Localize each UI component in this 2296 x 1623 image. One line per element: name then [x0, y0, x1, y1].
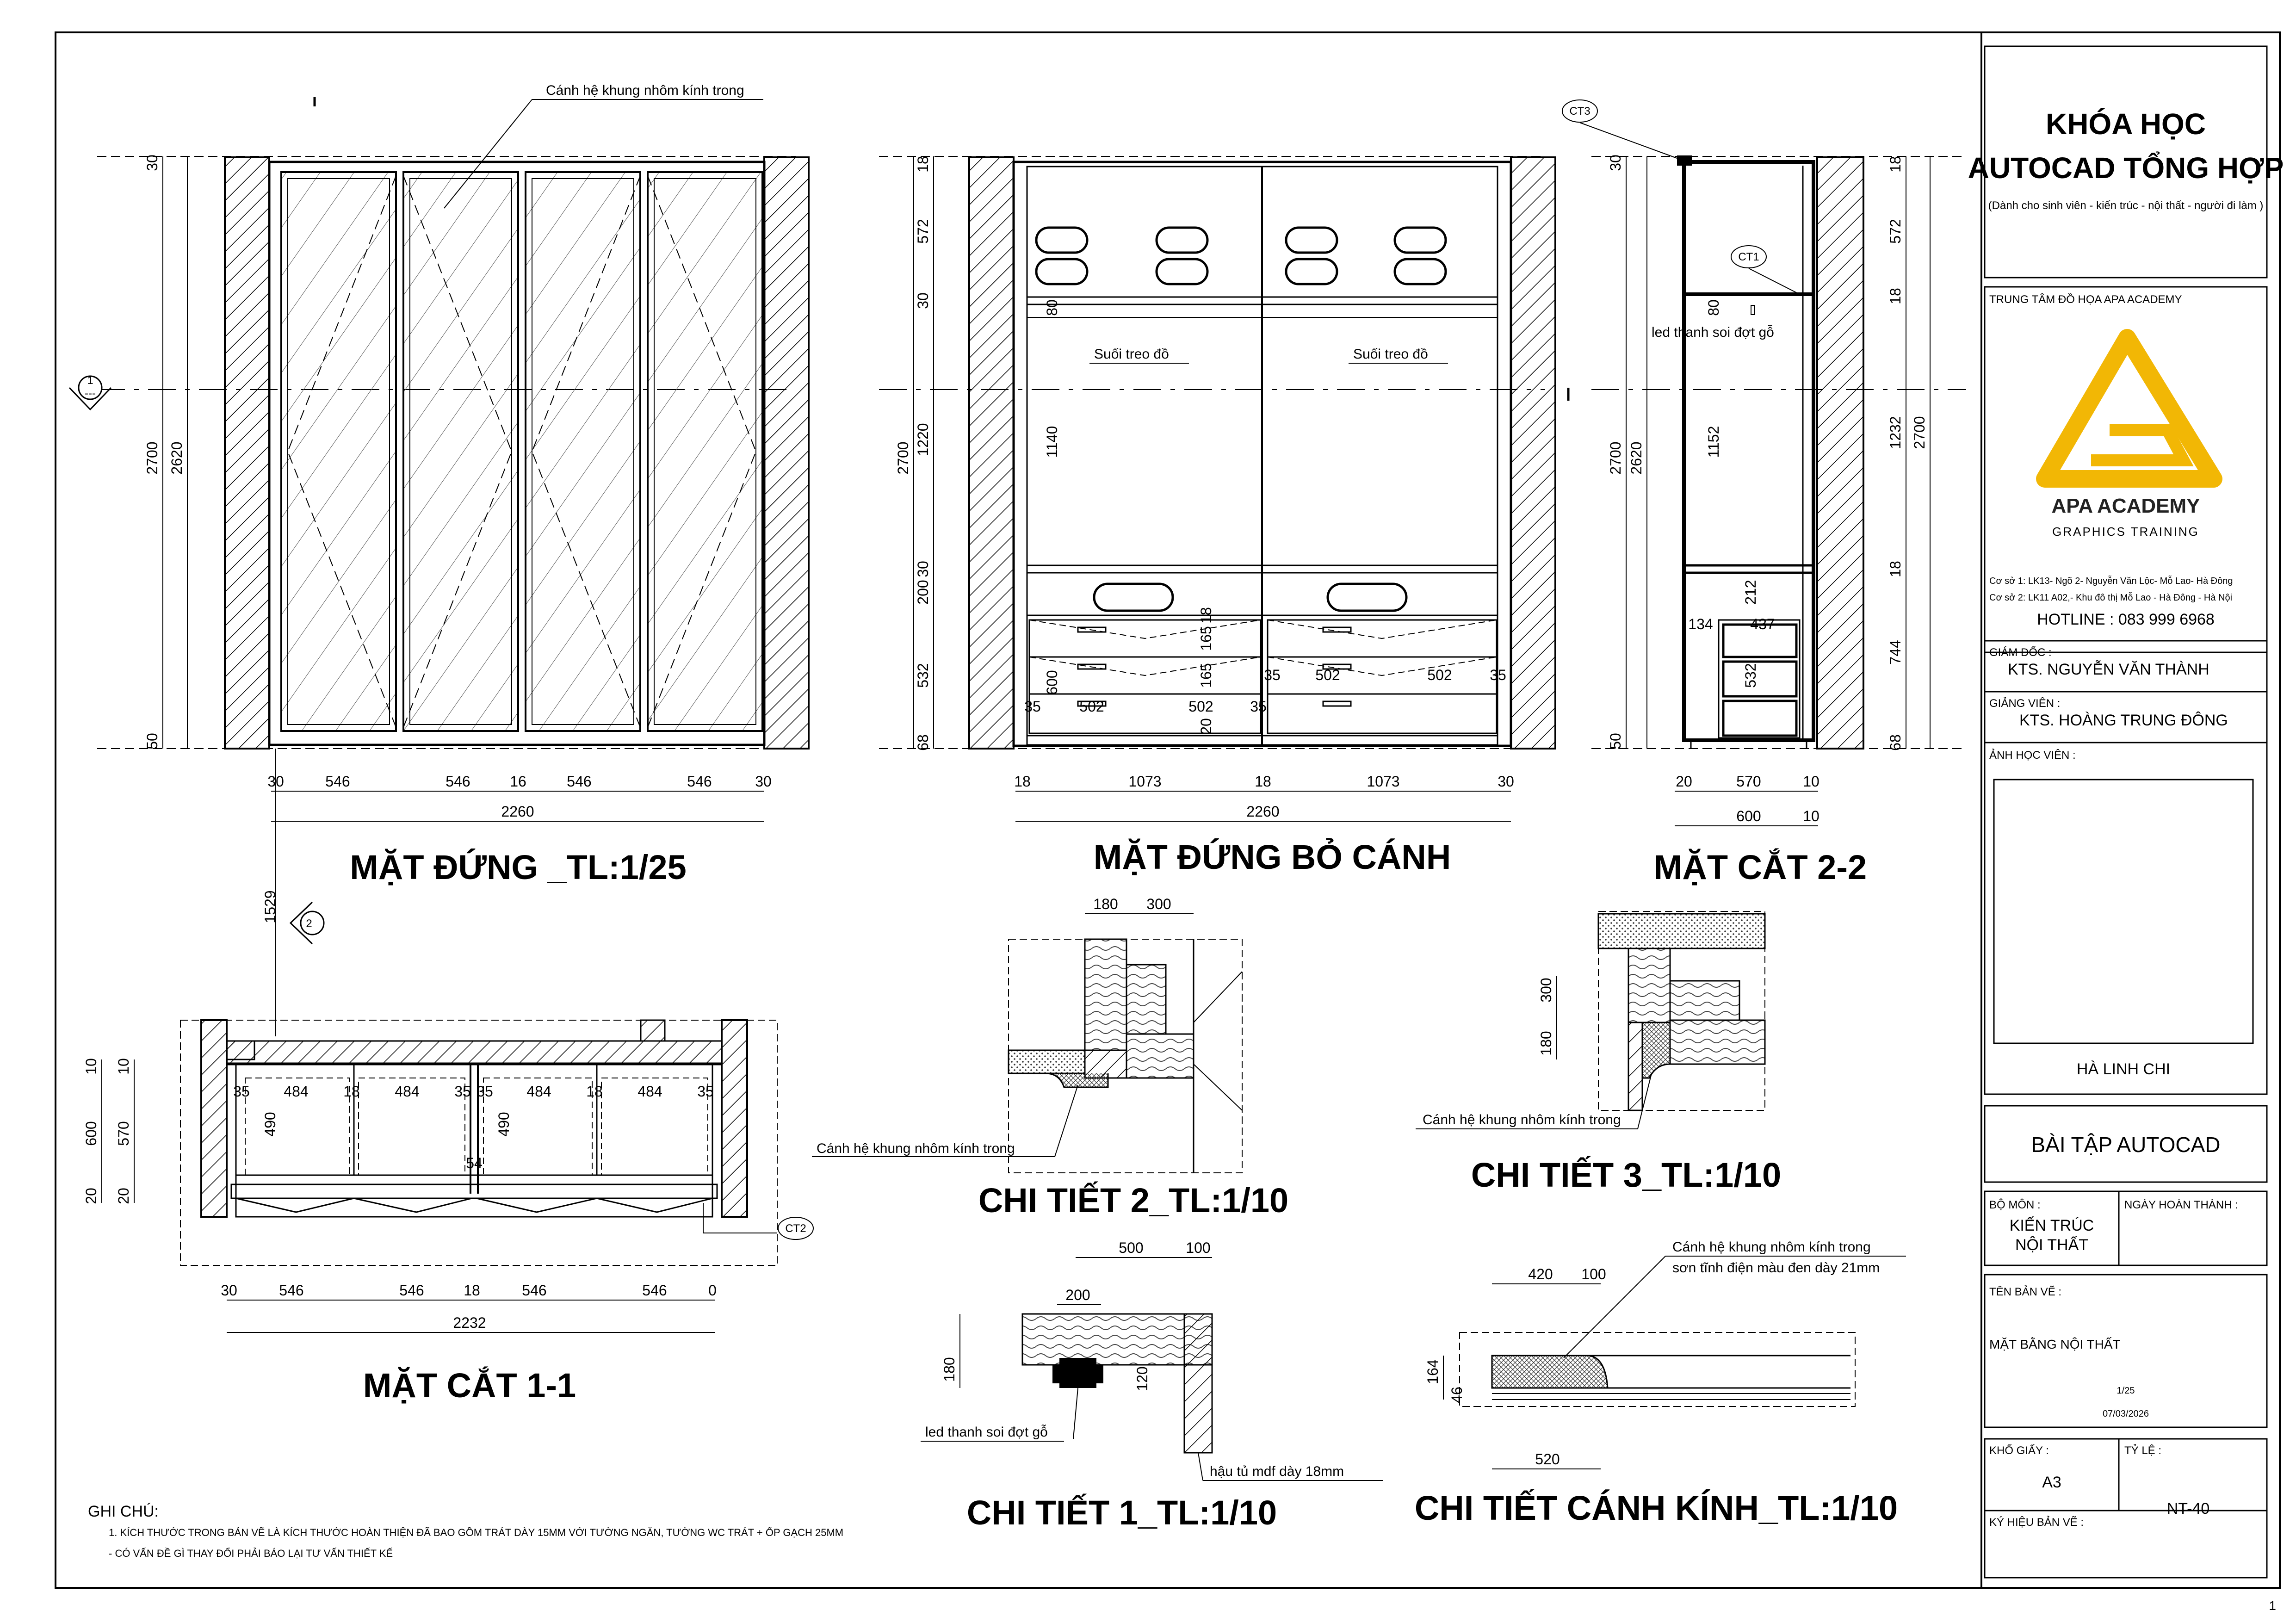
label-back-panel: hậu tủ mdf dày 18mm	[1210, 1464, 1344, 1479]
dim-s11-l21: 600	[83, 1121, 99, 1146]
dim-s22-b2: 10	[1803, 773, 1819, 790]
dim-e2-i6: 35	[1250, 698, 1267, 715]
subject-line1: KIẾN TRÚC	[2009, 1217, 2094, 1234]
dim-d1-2: 200	[1065, 1287, 1090, 1303]
dim-s22-b3: 10	[1803, 808, 1819, 824]
label-door-frame-d2: Cánh hệ khung nhôm kính trong	[817, 1141, 1015, 1156]
assignment-name: BÀI TẬP AUTOCAD	[2031, 1133, 2221, 1157]
dim-e1-30: 30	[144, 155, 161, 171]
dim-e2-i14: 35	[1490, 667, 1506, 683]
notes-heading: GHI CHÚ:	[88, 1503, 159, 1520]
dim-e1-total: 2260	[501, 803, 534, 820]
dim-s11-t0: 35	[233, 1083, 250, 1100]
dim-s22-r2: 18	[1887, 288, 1904, 304]
dim-e1-50: 50	[144, 733, 161, 750]
dim-e2-i5: 502	[1188, 698, 1213, 715]
detail-1	[921, 1239, 1383, 1532]
title-elevation-1: MẶT ĐỨNG _TL:1/25	[350, 848, 687, 886]
dim-s11-m0: 490	[262, 1112, 278, 1137]
course-line1: KHÓA HỌC	[2045, 107, 2206, 141]
dim-s22-r3: 1232	[1887, 416, 1904, 449]
section-1-dash: ---	[85, 387, 96, 400]
drawing-name: MẶT BẰNG NỘI THẤT	[1989, 1337, 2121, 1351]
dim-s11-b4: 546	[522, 1282, 547, 1299]
section-1-1	[83, 890, 813, 1405]
student-name: HÀ LINH CHI	[2076, 1060, 2171, 1078]
subject-label: BỘ MÔN :	[1989, 1199, 2041, 1211]
dim-s22-2700-l: 2700	[1607, 441, 1624, 475]
elevation-1	[69, 83, 809, 1036]
dim-e2-b1: 1073	[1128, 773, 1162, 790]
dim-s11-m1: 490	[495, 1112, 512, 1137]
subject-line2: NỘI THẤT	[2015, 1236, 2089, 1254]
dim-e1-2620: 2620	[168, 441, 185, 475]
dim-e2-l3: 1220	[915, 423, 931, 456]
dim-s22-50: 50	[1607, 733, 1624, 750]
dim-e2-l7: 68	[915, 734, 931, 751]
dim-e1-b0: 30	[267, 773, 284, 790]
label-paint: sơn tĩnh điện màu đen dày 21mm	[1672, 1260, 1880, 1276]
dim-e2-i9: 18	[1198, 607, 1214, 624]
notes	[88, 1503, 843, 1559]
label-led-s22: led thanh soi đợt gỗ	[1652, 325, 1774, 340]
course-line2: AUTOCAD TỔNG HỢP	[1968, 151, 2284, 185]
dim-e1-b3: 16	[510, 773, 526, 790]
note-1: 1. KÍCH THƯỚC TRONG BẢN VẼ LÀ KÍCH THƯỚC HOÀN THIỆN ĐÃ BAO GỒM TRÁT DÀY 15MM VỚI TƯỜNG NGĂN, TƯỜNG WC TRÁT + ỐP GẠCH 25MM	[109, 1527, 844, 1538]
scale-label: TỶ LỆ :	[2124, 1444, 2162, 1457]
dim-s22-r6: 68	[1887, 734, 1904, 751]
drawing-date: 07/03/2026	[2102, 1409, 2149, 1419]
label-door-frame-d3: Cánh hệ khung nhôm kính trong	[1423, 1112, 1621, 1127]
dim-e2-i0: 80	[1044, 299, 1060, 316]
label-door-frame-e1: Cánh hệ khung nhôm kính trong	[546, 83, 744, 98]
dim-s22-i5: 532	[1742, 663, 1759, 688]
teacher-label: GIẢNG VIÊN :	[1989, 697, 2061, 710]
dim-s11-t2: 18	[343, 1083, 360, 1100]
dim-s11-l0: 10	[115, 1058, 132, 1075]
dim-e2-i2: 600	[1044, 670, 1060, 695]
title-elevation-2: MẶT ĐỨNG BỎ CÁNH	[1093, 838, 1451, 876]
dim-d2-1: 300	[1146, 896, 1171, 912]
dim-s11-l1: 570	[115, 1121, 132, 1146]
dim-s11-l2: 20	[115, 1188, 132, 1204]
dim-s22-i2: 212	[1742, 580, 1759, 605]
detail-3	[1416, 911, 1781, 1194]
dim-d1-4: 120	[1134, 1366, 1151, 1391]
dim-s11-t4: 35	[454, 1083, 471, 1100]
ct2-label: CT2	[785, 1222, 806, 1235]
dim-e2-i13: 502	[1427, 667, 1452, 683]
dim-s22-i3: 134	[1688, 616, 1713, 632]
dim-s11-t9: 35	[697, 1083, 714, 1100]
dim-e1-b6: 30	[755, 773, 772, 790]
dim-e1-2700: 2700	[144, 441, 161, 475]
dim-s22-r0: 18	[1887, 156, 1904, 173]
scale-small: 1/25	[2117, 1386, 2135, 1396]
dim-s11-t1: 484	[284, 1083, 309, 1100]
title-detail-3: CHI TIẾT 3_TL:1/10	[1471, 1156, 1782, 1194]
dim-s22-b1: 570	[1736, 773, 1761, 790]
dim-e2-i8: 165	[1198, 663, 1214, 688]
dim-e2-i1: 1140	[1044, 426, 1060, 458]
dim-e1-b1: 546	[325, 773, 350, 790]
dim-e2-l4: 30	[915, 561, 931, 577]
dim-d1-0: 500	[1119, 1239, 1144, 1256]
dim-d1-1: 100	[1186, 1239, 1211, 1256]
dim-s22-2620: 2620	[1628, 441, 1645, 475]
dim-e2-l5: 200	[915, 580, 931, 605]
dim-s22-b0: 20	[1676, 773, 1692, 790]
dim-e2-b2: 18	[1255, 773, 1271, 790]
dim-s22-2700-r: 2700	[1911, 416, 1928, 449]
dim-e1-b2: 546	[446, 773, 470, 790]
dim-dg-1: 100	[1581, 1266, 1606, 1282]
dim-s22-30: 30	[1607, 155, 1624, 171]
student-photo-frame	[1994, 780, 2253, 1043]
dim-e2-i7: 165	[1198, 626, 1214, 651]
dim-e2-i3: 35	[1024, 698, 1041, 715]
course-sub: (Dành cho sinh viên - kiến trúc - nội thất - người đi làm )	[1988, 199, 2264, 212]
teacher-name: KTS. HOÀNG TRUNG ĐÔNG	[2019, 712, 2228, 729]
title-section-1-1: MẶT CẮT 1-1	[363, 1366, 576, 1405]
dim-dg-0: 420	[1528, 1266, 1553, 1282]
title-section-2-2: MẶT CẮT 2-2	[1653, 848, 1867, 886]
dim-s11-l22: 20	[83, 1188, 99, 1204]
dim-dg-4: 520	[1535, 1451, 1560, 1468]
dim-s22-i1: 1152	[1705, 426, 1722, 458]
dim-s11-t3: 484	[395, 1083, 420, 1100]
title-detail-1: CHI TIẾT 1_TL:1/10	[966, 1493, 1277, 1532]
dim-s11-b1: 546	[279, 1282, 304, 1299]
dim-e2-i4: 502	[1079, 698, 1104, 715]
dim-s11-t7: 18	[586, 1083, 603, 1100]
detail-glass-door	[1415, 1239, 1906, 1527]
dim-s11-l20: 10	[83, 1058, 99, 1075]
director-label: GIÁM ĐỐC :	[1989, 646, 2052, 659]
detail-2	[812, 896, 1288, 1220]
dim-s22-r4: 18	[1887, 561, 1904, 577]
label-hanger-left: Suối treo đồ	[1094, 347, 1169, 362]
dim-e1-b4: 546	[567, 773, 592, 790]
ct1-label: CT1	[1738, 251, 1759, 263]
dim-e2-2700: 2700	[895, 441, 911, 475]
dim-e2-b3: 1073	[1367, 773, 1400, 790]
dim-s11-t6: 484	[526, 1083, 551, 1100]
ct3-label: CT3	[1569, 105, 1590, 118]
drawing-name-label: TÊN BẢN VẼ :	[1989, 1286, 2062, 1298]
dim-e2-l0: 18	[915, 156, 931, 173]
address-1: Cơ sở 1: LK13- Ngõ 2- Nguyễn Văn Lộc- Mỗ Lao- Hà Đông	[1989, 576, 2233, 586]
section-1-number: 1	[87, 374, 93, 387]
dim-e2-total: 2260	[1246, 803, 1280, 820]
date-label: NGÀY HOÀN THÀNH :	[2124, 1199, 2238, 1211]
dim-e2-b4: 30	[1498, 773, 1514, 790]
dim-e2-b0: 18	[1014, 773, 1031, 790]
dim-dg-3: 46	[1448, 1387, 1465, 1403]
dim-e1-b5: 546	[687, 773, 712, 790]
dim-e2-l6: 532	[915, 663, 931, 688]
address-2: Cơ sở 2: LK11 A02,- Khu đô thị Mỗ Lao - Hà Đông - Hà Nội	[1989, 593, 2233, 603]
apa-logo-mark	[2091, 430, 2184, 460]
dim-e2-i11: 35	[1264, 667, 1281, 683]
dim-e2-l1: 572	[915, 219, 931, 244]
note-2: - CÓ VẤN ĐỀ GÌ THAY ĐỔI PHẢI BÁO LẠI TƯ VẤN THIẾT KẾ	[109, 1548, 393, 1559]
label-hanger-right: Suối treo đồ	[1353, 347, 1428, 362]
drawing-code: NT-40	[2166, 1500, 2210, 1518]
dim-s11-vert: 1529	[262, 890, 278, 923]
dim-d3-1: 180	[1538, 1031, 1554, 1056]
label-led-d1: led thanh soi đợt gỗ	[925, 1425, 1048, 1440]
dim-s11-b6: 0	[708, 1282, 717, 1299]
paper-label: KHỔ GIẤY :	[1989, 1444, 2049, 1457]
page-number: 1	[2269, 1598, 2276, 1613]
dim-s22-total: 600	[1736, 808, 1761, 824]
center-name: TRUNG TÂM ĐỒ HỌA APA ACADEMY	[1989, 293, 2182, 306]
dim-s11-total: 2232	[453, 1314, 486, 1331]
director-name: KTS. NGUYỄN VĂN THÀNH	[2008, 661, 2209, 678]
label-door-frame-dg: Cánh hệ khung nhôm kính trong	[1672, 1239, 1871, 1255]
dim-s11-t5: 35	[477, 1083, 493, 1100]
dim-s11-b5: 546	[642, 1282, 667, 1299]
brand-sub: GRAPHICS TRAINING	[2052, 525, 2199, 539]
dim-s22-i0: 80	[1705, 299, 1722, 316]
paper-size: A3	[2042, 1474, 2061, 1491]
dim-s22-r5: 744	[1887, 640, 1904, 665]
dim-dg-2: 164	[1424, 1359, 1441, 1384]
dim-s11-b3: 18	[464, 1282, 480, 1299]
dim-s22-r1: 572	[1887, 219, 1904, 244]
section-2-2	[1562, 100, 1966, 886]
dim-d3-0: 300	[1538, 978, 1554, 1003]
dim-d1-3: 180	[941, 1357, 958, 1382]
dim-e2-i12: 502	[1315, 667, 1340, 683]
symbol-label: KÝ HIỆU BẢN VẼ :	[1989, 1516, 2084, 1529]
dim-d2-0: 180	[1093, 896, 1118, 912]
dim-e2-i10: 20	[1198, 718, 1214, 735]
title-block	[1968, 46, 2284, 1613]
title-detail-2: CHI TIẾT 2_TL:1/10	[978, 1181, 1289, 1220]
section-2-number: 2	[306, 917, 312, 930]
dim-s11-b0: 30	[221, 1282, 237, 1299]
dim-s22-i4: 437	[1750, 616, 1775, 632]
elevation-2	[879, 156, 1568, 876]
dim-s11-b2: 546	[399, 1282, 424, 1299]
student-label: ẢNH HỌC VIÊN :	[1989, 749, 2076, 762]
title-detail-glass: CHI TIẾT CÁNH KÍNH_TL:1/10	[1414, 1489, 1898, 1527]
hotline: HOTLINE : 083 999 6968	[2037, 611, 2215, 628]
dim-s11-m2: 54	[466, 1155, 483, 1171]
brand-name: APA ACADEMY	[2051, 495, 2200, 517]
dim-e2-l2: 30	[915, 292, 931, 309]
dim-s11-t8: 484	[637, 1083, 662, 1100]
